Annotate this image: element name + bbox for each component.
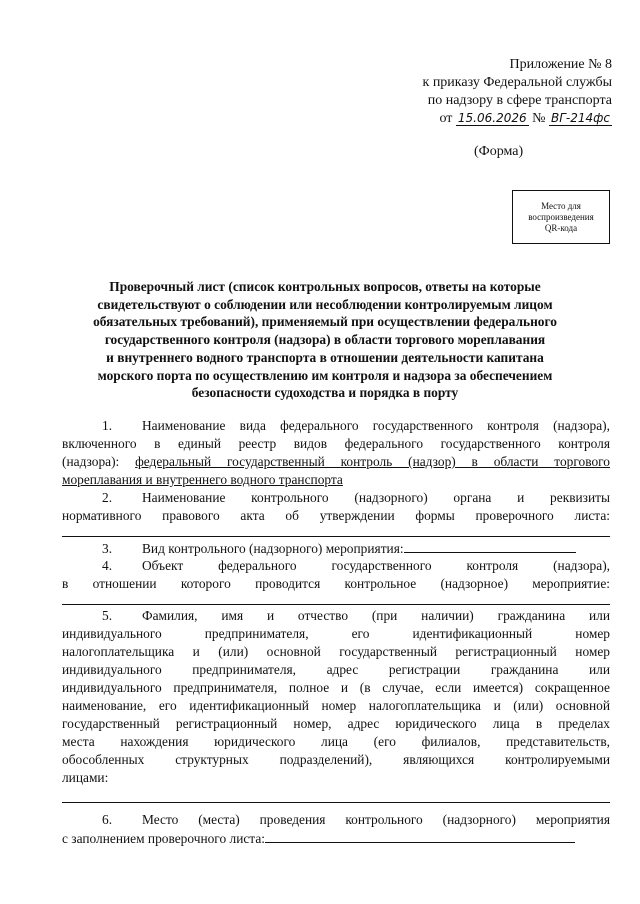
- item-6-line-2: [62, 830, 610, 847]
- document-title: [60, 278, 590, 402]
- item-1-text-3b: федеральный государственный контроль (надзор) в области торгового: [135, 454, 610, 469]
- item-5-line-6: [62, 698, 610, 714]
- item-5-text-4: индивидуального предпринимателя, адрес регистрации гражданина или: [62, 662, 610, 677]
- item-6-fill-line[interactable]: [265, 830, 575, 843]
- title-line: государственного контроля (надзора) в области торгового мореплавания: [104, 332, 546, 348]
- item-2-fill-line[interactable]: [62, 536, 610, 537]
- item-5-text-7: государственный регистрационный номер, адрес юридического лица в пределах: [62, 716, 610, 731]
- qr-box-line-3: QR-кода: [544, 222, 578, 233]
- item-1-text-4: мореплавания и внутреннего водного транспорта: [62, 472, 343, 487]
- item-1-line-1: [62, 418, 610, 434]
- title-line: обязательных требований), применяемый при осуществлении федерального: [93, 314, 557, 330]
- appendix-line-3: по надзору в сфере транспорта: [427, 93, 612, 108]
- title-line: и внутреннего водного транспорта в отношении деятельности капитана: [106, 349, 544, 365]
- item-1-line-3: [62, 454, 610, 470]
- appendix-line-1: Приложение № 8: [509, 57, 612, 72]
- item-5-line-9: [62, 752, 610, 768]
- item-5-line-8: [62, 734, 610, 750]
- item-5-text-9: обособленных структурных подразделений), являющихся контролируемыми: [62, 752, 610, 767]
- item-4-number: 4.: [102, 558, 113, 573]
- item-5-text-8: места нахождения юридического лица (его филиалов, представительств,: [62, 734, 610, 749]
- order-number: ВГ-214фс: [550, 111, 610, 125]
- item-5-number: 5.: [102, 608, 113, 623]
- item-1-text-1: Наименование вида федерального государственного контроля (надзора),: [142, 418, 610, 433]
- title-line: морского порта по осуществлению им контроля и надзора за обеспечением: [97, 367, 553, 383]
- item-1-text-3a: (надзора):: [62, 454, 136, 469]
- item-2-number: 2.: [102, 490, 113, 505]
- appendix-header: [423, 56, 612, 128]
- item-3-text-1: Вид контрольного (надзорного) мероприятия:: [142, 541, 404, 556]
- appendix-line-2: к приказу Федеральной службы: [422, 75, 612, 90]
- item-4-line-1: [62, 558, 610, 574]
- appendix-order-line: [423, 110, 612, 128]
- item-2-text-2: нормативного правового акта об утверждении формы проверочного листа:: [62, 508, 610, 523]
- item-5-text-2: индивидуального предпринимателя, его идентификационный номер: [62, 626, 610, 641]
- item-2-text-1: Наименование контрольного (надзорного) органа и реквизиты: [142, 490, 610, 505]
- item-1-line-2: [62, 436, 610, 452]
- item-5-line-2: [62, 626, 610, 642]
- title-line: Проверочный лист (список контрольных вопросов, ответы на которые: [109, 279, 541, 294]
- item-6-line-1: [62, 812, 610, 828]
- item-5-text-5: индивидуального предпринимателя, полное и (в случае, если имеется) сокращенное: [62, 680, 610, 695]
- item-5-text-6: наименование, его идентификационный номер налогоплательщика и (или) основной: [62, 698, 610, 713]
- qr-box-line-2: воспроизведения: [528, 211, 594, 222]
- qr-box-line-1: Место для: [541, 200, 581, 211]
- item-5-text-3: налогоплательщика и (или) основной государственный регистрационный номер: [62, 644, 610, 659]
- item-5-line-1: [62, 608, 610, 624]
- item-5-fill-line[interactable]: [62, 802, 610, 803]
- item-6-text-1: Место (места) проведения контрольного (надзорного) мероприятия: [142, 812, 610, 827]
- order-date: 15.06.2026: [457, 111, 527, 125]
- item-3-fill-line[interactable]: [404, 540, 576, 553]
- item-5-line-10: [62, 770, 610, 786]
- item-6-text-2: с заполнением проверочного листа:: [62, 831, 265, 846]
- title-line: безопасности судоходства и порядка в порту: [191, 385, 459, 401]
- item-6-number: 6.: [102, 812, 113, 827]
- item-5-text-1: Фамилия, имя и отчество (при наличии) гражданина или: [142, 608, 610, 623]
- item-1-line-4: [62, 472, 610, 488]
- item-5-text-10: лицами:: [62, 770, 109, 785]
- title-line: свидетельствуют о соблюдении или несоблюдении контролируемым лицом: [97, 296, 553, 312]
- item-3-number: 3.: [102, 541, 113, 556]
- item-5-line-3: [62, 644, 610, 660]
- item-3-line-1: [62, 540, 610, 557]
- item-1-number: 1.: [102, 418, 113, 433]
- item-4-fill-line[interactable]: [62, 604, 610, 605]
- item-5-line-5: [62, 680, 610, 696]
- from-label: от: [439, 111, 453, 126]
- item-1-text-2: включенного в единый реестр видов федерального государственного контроля: [62, 436, 610, 451]
- item-5-line-4: [62, 662, 610, 678]
- form-label: (Форма): [474, 144, 524, 159]
- item-5-line-7: [62, 716, 610, 732]
- item-2-line-2: [62, 508, 610, 524]
- number-label: №: [532, 111, 546, 126]
- item-4-text-2: в отношении которого проводится контрольное (надзорное) мероприятие:: [62, 576, 610, 591]
- item-4-text-1: Объект федерального государственного контроля (надзора),: [142, 558, 610, 573]
- qr-code-placeholder: [512, 190, 610, 244]
- item-2-line-1: [62, 490, 610, 506]
- item-4-line-2: [62, 576, 610, 592]
